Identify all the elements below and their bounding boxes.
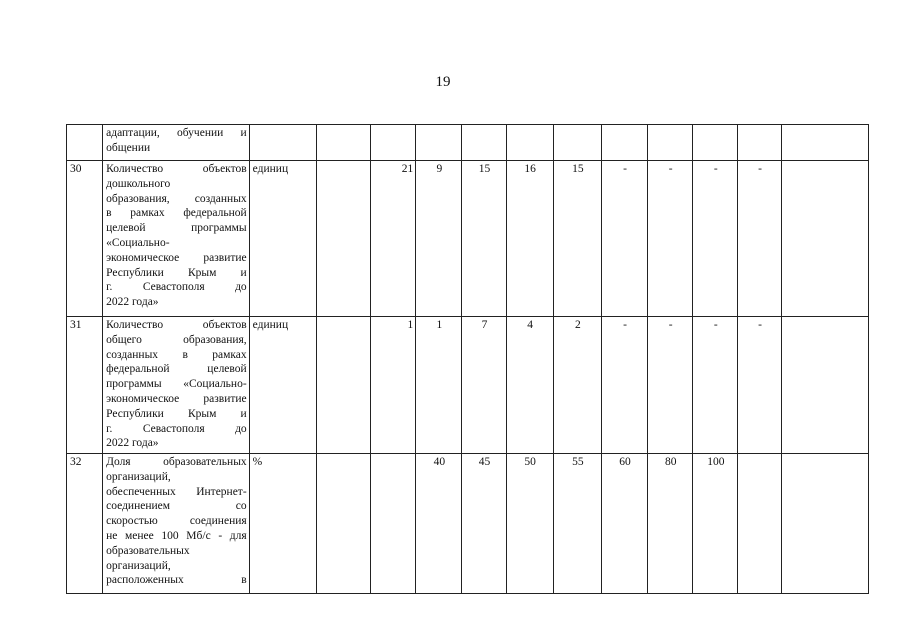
value-cell: 1	[416, 317, 462, 454]
page-number: 19	[435, 74, 451, 90]
value-cell: 80	[648, 454, 693, 594]
indicator-name-cell	[103, 125, 250, 161]
indicator-name-line: общении	[106, 141, 151, 154]
value-cell: -	[648, 317, 693, 454]
indicator-name-line: в рамках федеральной	[106, 207, 247, 220]
indicator-name-line: организаций,	[106, 559, 171, 572]
value-cell: -	[693, 161, 738, 317]
value-cell	[781, 454, 868, 594]
unit-cell: %	[249, 454, 316, 594]
indicator-name-line: образовательных	[106, 544, 190, 557]
value-cell: -	[648, 161, 693, 317]
value-cell	[316, 317, 370, 454]
indicator-name-cell	[103, 161, 250, 317]
value-cell	[781, 125, 868, 161]
indicator-name-line: созданных в рамках	[106, 348, 247, 361]
indicator-name-line: 2022 года»	[106, 437, 159, 450]
value-cell	[601, 125, 647, 161]
value-cell	[738, 454, 781, 594]
indicator-name-line: обеспеченных Интернет-	[106, 485, 247, 498]
value-cell	[462, 125, 506, 161]
unit-cell: единиц	[249, 317, 316, 454]
indicator-name-line: не менее 100 Мб/с - для	[106, 529, 247, 542]
value-cell	[693, 125, 738, 161]
indicator-name-line: г. Севастополя до	[106, 422, 247, 435]
value-cell: 15	[462, 161, 506, 317]
value-cell: 50	[506, 454, 553, 594]
indicator-name-line: г. Севастополя до	[106, 281, 247, 294]
value-cell	[506, 125, 553, 161]
indicators-table	[66, 124, 869, 594]
value-cell	[316, 125, 370, 161]
row-number-cell: 31	[67, 317, 103, 454]
value-cell: 2	[553, 317, 601, 454]
value-cell: 55	[553, 454, 601, 594]
table-row	[67, 454, 869, 594]
value-cell	[781, 317, 868, 454]
indicator-name-line: общего образования,	[106, 333, 247, 346]
indicator-name-line: дошкольного	[106, 177, 171, 190]
unit-cell: единиц	[249, 161, 316, 317]
value-cell: 9	[416, 161, 462, 317]
value-cell	[648, 125, 693, 161]
value-cell	[371, 454, 416, 594]
value-cell: 21	[371, 161, 416, 317]
indicator-name-line: целевой программы	[106, 222, 247, 235]
row-number-cell: 30	[67, 161, 103, 317]
indicator-name-line: организаций,	[106, 470, 171, 483]
table-row	[67, 317, 869, 454]
indicator-name-line: Количество объектов	[106, 163, 247, 175]
indicator-name-line: программы «Социально-	[106, 378, 247, 391]
unit-cell	[249, 125, 316, 161]
value-cell: 4	[506, 317, 553, 454]
indicator-name-line: расположенных в	[106, 574, 247, 587]
value-cell: -	[738, 161, 781, 317]
value-cell: 7	[462, 317, 506, 454]
indicator-name-cell	[103, 454, 250, 594]
indicator-name-line: соединением со	[106, 500, 247, 513]
table-row	[67, 125, 869, 161]
indicator-name-line: 2022 года»	[106, 296, 159, 309]
value-cell	[553, 125, 601, 161]
row-number-cell: 32	[67, 454, 103, 594]
indicator-name-line: скоростью соединения	[106, 515, 247, 528]
indicator-name-line: экономическое развитие	[106, 251, 247, 264]
value-cell: 16	[506, 161, 553, 317]
row-number-cell	[67, 125, 103, 161]
value-cell	[738, 125, 781, 161]
value-cell: 60	[601, 454, 647, 594]
indicator-name-line: Доля образовательных	[106, 456, 247, 468]
value-cell: 45	[462, 454, 506, 594]
value-cell: -	[738, 317, 781, 454]
table-row	[67, 161, 869, 317]
value-cell	[781, 161, 868, 317]
value-cell: 1	[371, 317, 416, 454]
value-cell: 100	[693, 454, 738, 594]
value-cell	[371, 125, 416, 161]
indicator-name-cell	[103, 317, 250, 454]
value-cell: -	[601, 161, 647, 317]
value-cell	[316, 161, 370, 317]
indicator-name-line: Республики Крым и	[106, 407, 247, 420]
indicator-name-line: Республики Крым и	[106, 266, 247, 279]
indicator-name-line: Количество объектов	[106, 319, 247, 331]
indicator-name-line: образования, созданных	[106, 192, 247, 205]
indicator-name-line: «Социально-	[106, 236, 170, 249]
indicator-name-line: экономическое развитие	[106, 392, 247, 405]
value-cell: -	[693, 317, 738, 454]
value-cell: 15	[553, 161, 601, 317]
value-cell: 40	[416, 454, 462, 594]
value-cell: -	[601, 317, 647, 454]
indicator-name-line: адаптации, обучении и	[106, 127, 247, 139]
indicator-name-line: федеральной целевой	[106, 363, 247, 376]
value-cell	[316, 454, 370, 594]
value-cell	[416, 125, 462, 161]
